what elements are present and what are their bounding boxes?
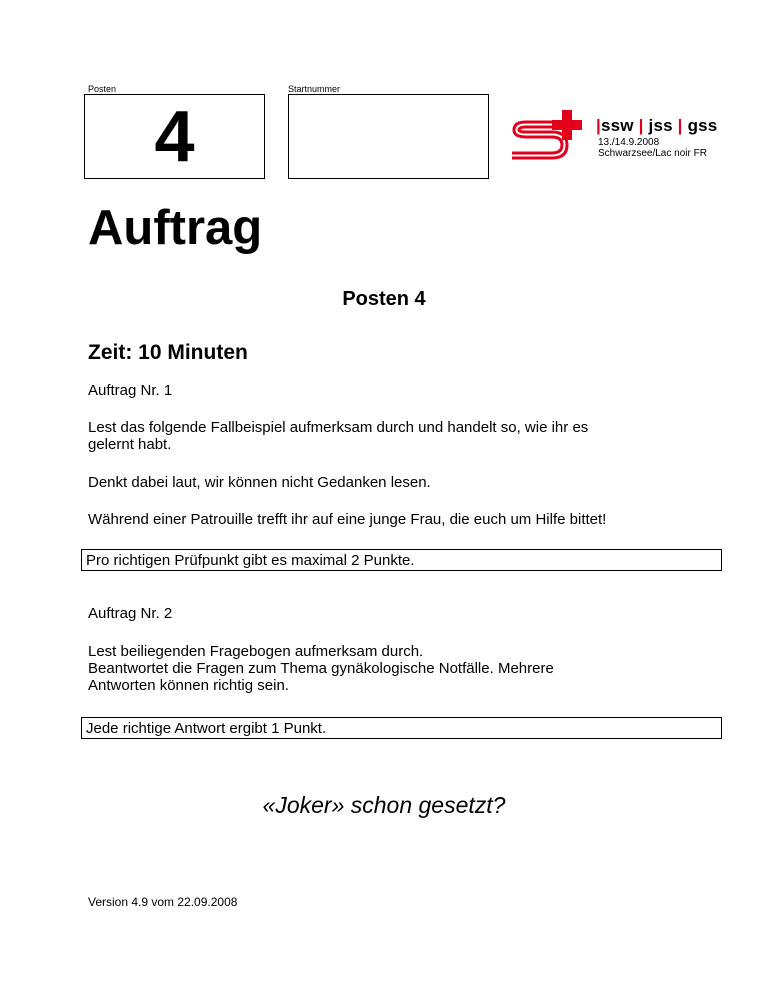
time-heading: Zeit: 10 Minuten <box>88 341 248 364</box>
swiss-cross-s-logo-icon <box>510 110 594 160</box>
startnummer-label: Startnummer <box>288 84 341 94</box>
task1-line2: gelernt habt. <box>88 436 172 453</box>
startnummer-value <box>289 95 488 103</box>
task2-scoring-box <box>81 717 722 739</box>
task1-line3: Denkt dabei laut, wir können nicht Gedanken lesen. <box>88 474 431 491</box>
page-title: Auftrag <box>88 201 263 255</box>
task2-line2: Beantwortet die Fragen zum Thema gynäkologische Notfälle. Mehrere <box>88 660 554 677</box>
logo-brand: |ssw | jss | gss <box>596 116 718 135</box>
event-logo <box>510 110 720 162</box>
joker-prompt: «Joker» schon gesetzt? <box>262 792 506 818</box>
logo-date: 13./14.9.2008 <box>598 137 660 148</box>
version-note: Version 4.9 vom 22.09.2008 <box>88 895 238 909</box>
post-number: 4 <box>154 97 195 177</box>
posten-heading: Posten 4 <box>342 288 426 310</box>
task2-line1: Lest beiliegenden Fragebogen aufmerksam durch. <box>88 643 424 660</box>
logo-location: Schwarzsee/Lac noir FR <box>598 148 707 159</box>
task1-label: Auftrag Nr. 1 <box>88 382 173 399</box>
task1-line1: Lest das folgende Fallbeispiel aufmerksam durch und handelt so, wie ihr es <box>88 419 589 436</box>
task2-line3: Antworten können richtig sein. <box>88 677 289 694</box>
task1-scoring: Pro richtigen Prüfpunkt gibt es maximal 2 Punkte. <box>86 552 415 569</box>
task2-scoring: Jede richtige Antwort ergibt 1 Punkt. <box>86 720 327 737</box>
posten-box <box>84 94 265 179</box>
logo-brand-ssw: ssw <box>600 116 634 135</box>
task1-scoring-box <box>81 549 722 571</box>
task2-label: Auftrag Nr. 2 <box>88 605 173 622</box>
logo-brand-gss: gss <box>687 116 718 135</box>
task1-line4: Während einer Patrouille trefft ihr auf eine junge Frau, die euch um Hilfe bittet! <box>88 511 607 528</box>
startnummer-box <box>288 94 489 179</box>
posten-label: Posten <box>88 84 117 94</box>
logo-brand-jss: jss <box>648 116 673 135</box>
